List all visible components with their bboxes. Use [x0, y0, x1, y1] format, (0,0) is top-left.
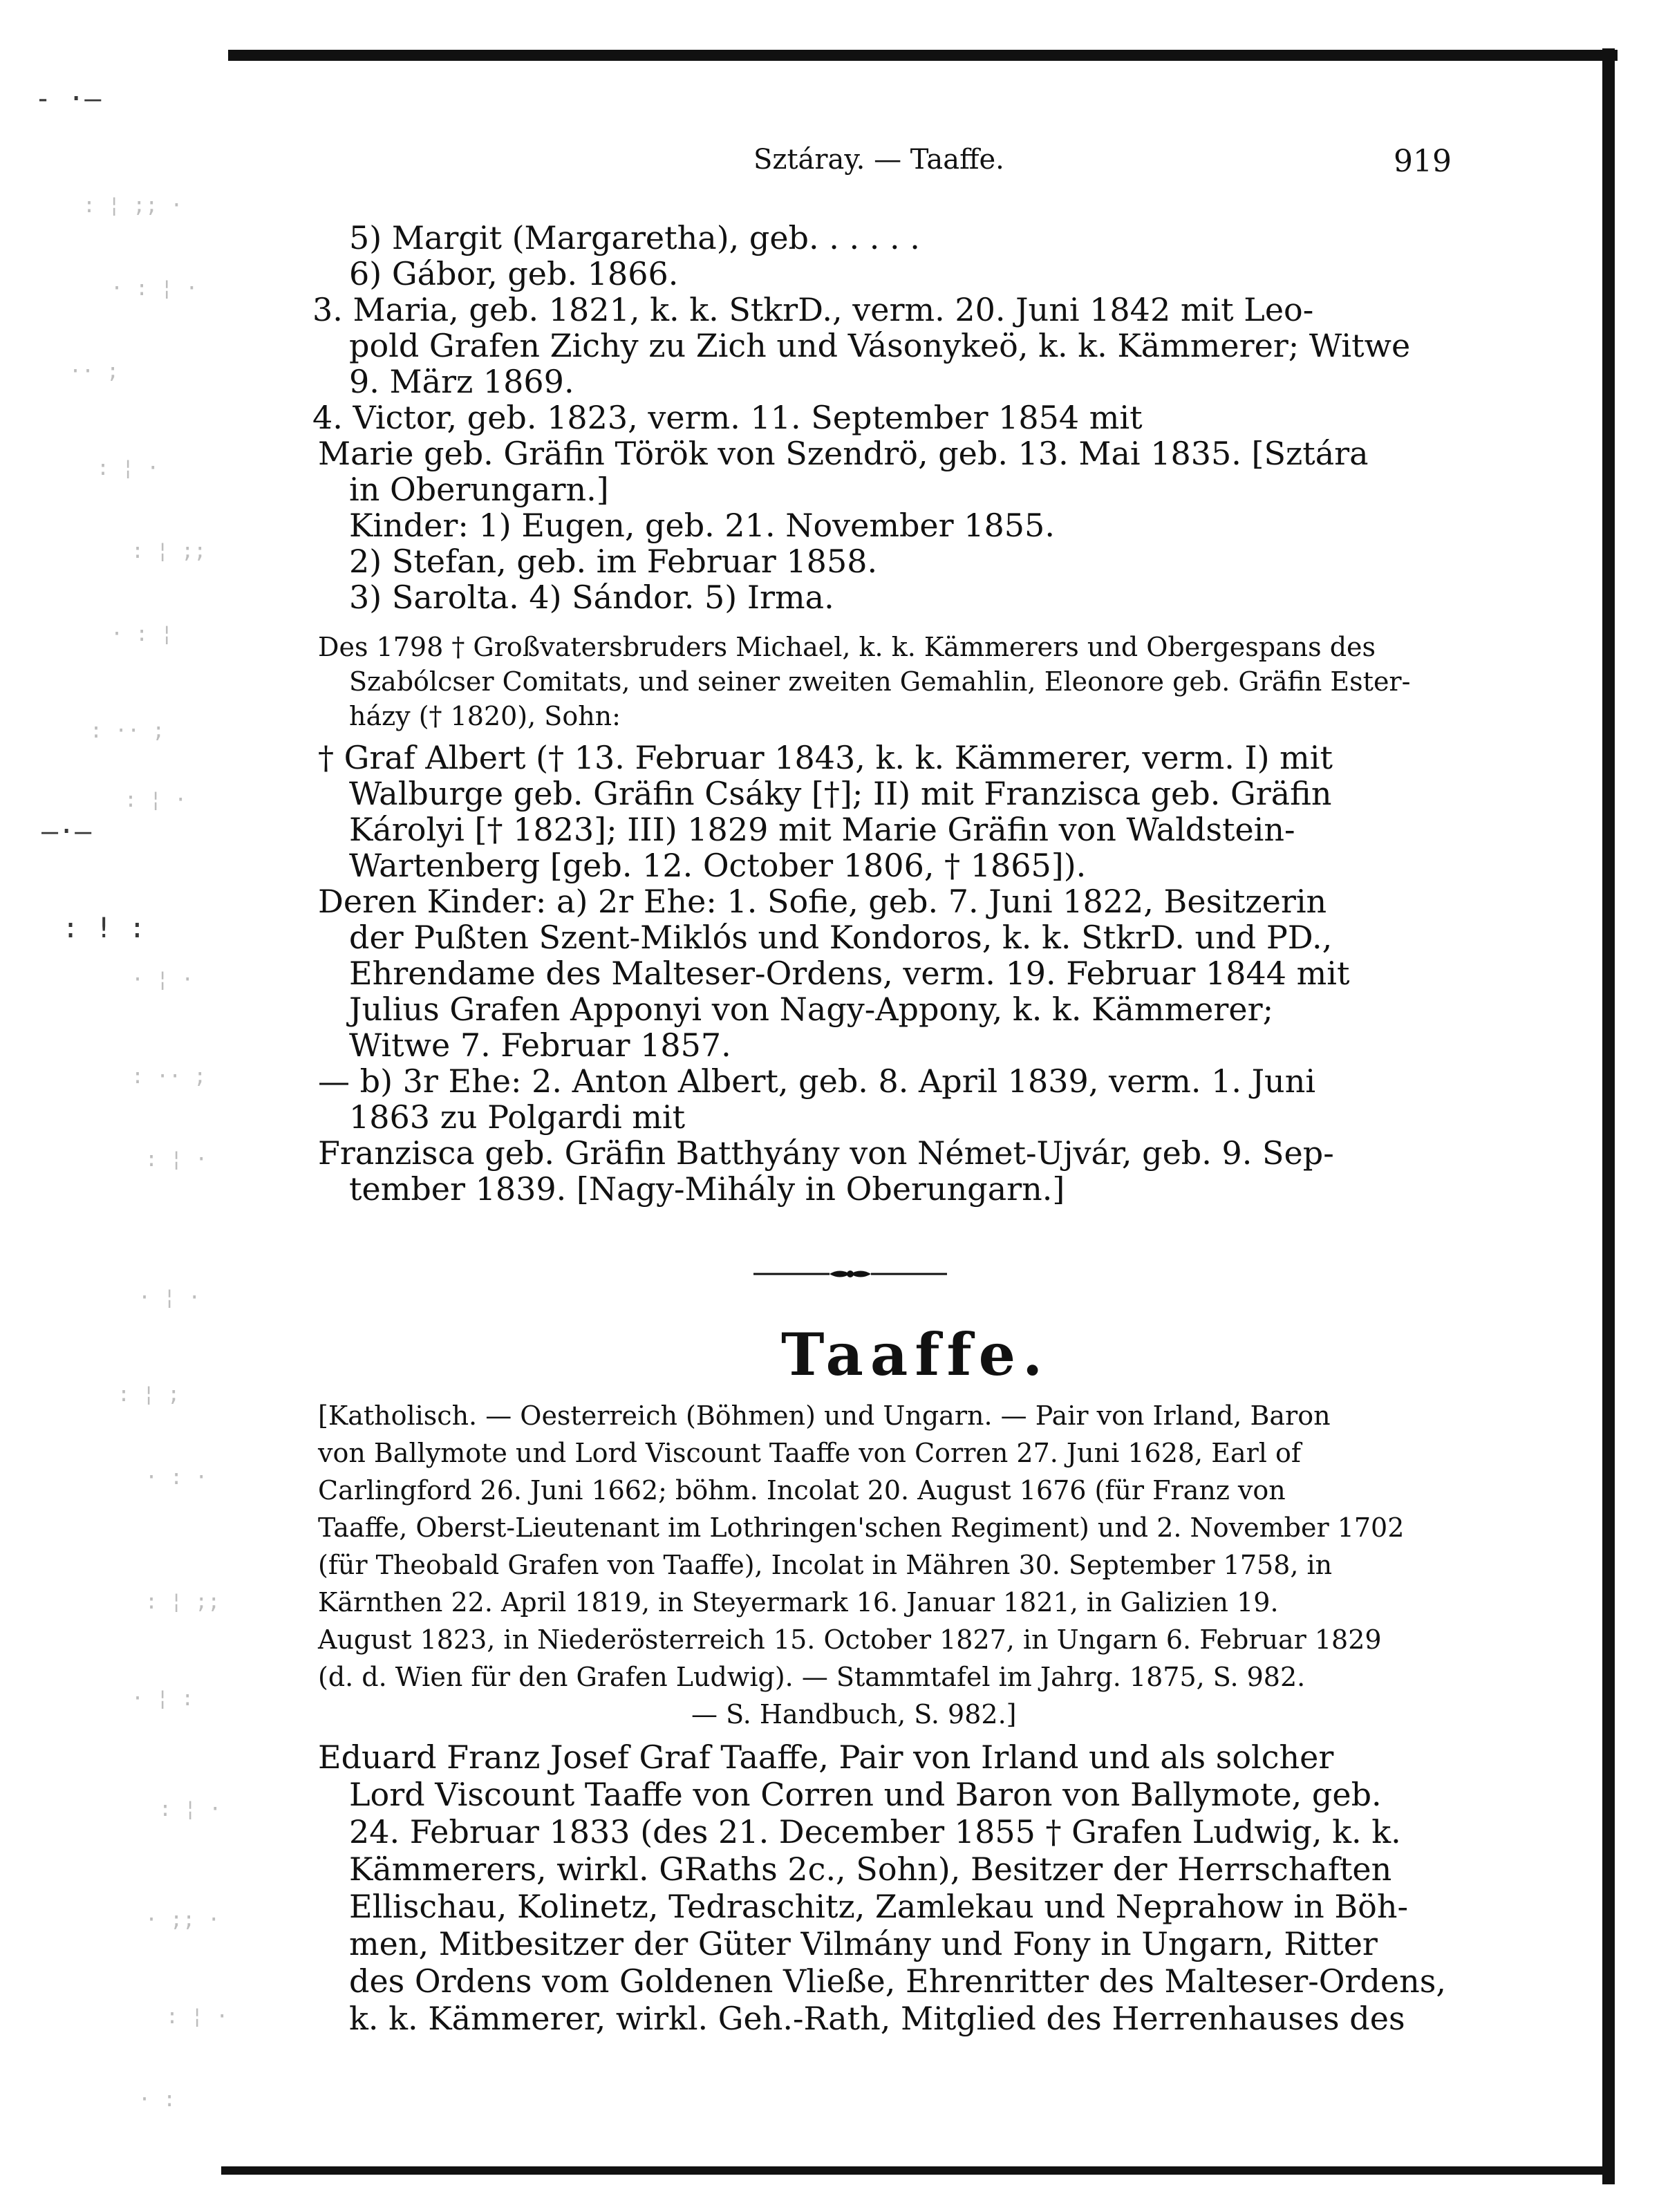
entry-line: in Oberungarn.]	[349, 471, 609, 508]
running-head: Sztáray. — Taaffe.	[753, 144, 1004, 176]
entry-line: 1863 zu Polgardi mit	[349, 1098, 686, 1136]
entry-line: Károlyi [† 1823]; III) 1829 mit Marie Gräfin von Waldstein-	[349, 811, 1295, 848]
entry-line: † Graf Albert († 13. Februar 1843, k. k. Kämmerer, verm. I) mit	[318, 739, 1333, 776]
entry-line: 9. März 1869.	[349, 363, 574, 400]
right-border-rule	[1602, 48, 1615, 2184]
entry-line: Ellischau, Kolinetz, Tedraschitz, Zamlekau und Neprahow in Böh-	[349, 1888, 1409, 1925]
top-border-rule	[228, 50, 1618, 61]
entry-line: Wartenberg [geb. 12. October 1806, † 1865]).	[349, 847, 1087, 884]
entry-line: Ehrendame des Malteser-Ordens, verm. 19. Februar 1844 mit	[349, 955, 1350, 992]
entry-line: Witwe 7. Februar 1857.	[349, 1027, 731, 1064]
entry-line: 3. Maria, geb. 1821, k. k. StkrD., verm. 20. Juni 1842 mit Leo-	[312, 291, 1314, 328]
entry-line: 6) Gábor, geb. 1866.	[349, 255, 679, 292]
note-line: Des 1798 † Großvatersbruders Michael, k. k. Kämmerers und Obergespans des	[318, 632, 1376, 662]
intro-line: Kärnthen 22. April 1819, in Steyermark 16. Januar 1821, in Galizien 19.	[318, 1587, 1279, 1618]
entry-line: Deren Kinder: a) 2r Ehe: 1. Sofie, geb. 7. Juni 1822, Besitzerin	[318, 883, 1327, 920]
intro-line: [Katholisch. — Oesterreich (Böhmen) und Ungarn. — Pair von Irland, Baron	[318, 1400, 1331, 1431]
intro-line: von Ballymote und Lord Viscount Taaffe von Corren 27. Juni 1628, Earl of	[318, 1438, 1301, 1468]
bottom-border-rule	[221, 2166, 1611, 2175]
page-number: 919	[1394, 144, 1452, 179]
entry-line: Kämmerers, wirkl. GRaths 2c., Sohn), Besitzer der Herrschaften	[349, 1850, 1392, 1888]
entry-line: Julius Grafen Apponyi von Nagy-Appony, k. k. Kämmerer;	[349, 991, 1274, 1028]
entry-line: tember 1839. [Nagy-Mihály in Oberungarn.]	[349, 1170, 1065, 1208]
entry-line: k. k. Kämmerer, wirkl. Geh.-Rath, Mitglied des Herrenhauses des	[349, 2000, 1405, 2037]
entry-line: der Pußten Szent-Miklós und Kondoros, k. k. StkrD. und PD.,	[349, 919, 1333, 956]
entry-line: men, Mitbesitzer der Güter Vilmány und Fony in Ungarn, Ritter	[349, 1925, 1378, 1962]
note-line: Szabólcser Comitats, und seiner zweiten Gemahlin, Eleonore geb. Gräfin Ester-	[349, 666, 1411, 697]
intro-line: (für Theobald Grafen von Taaffe), Incolat in Mähren 30. September 1758, in	[318, 1550, 1333, 1580]
facing-page-bleed-through: - ·— : ¦ ;; · · : ¦ · ·· ; : ¦ · : ¦ ;; · : ¦ : ·· ; : ¦ · —·— : ! : · ¦ · : ·· ; : ¦ · · ¦ · : ¦ ; · : · : ¦ ;; · ¦ : : ¦ · · ;; · : ¦ · · :	[35, 83, 229, 2112]
intro-line: — S. Handbuch, S. 982.]	[691, 1699, 1017, 1730]
entry-line: Eduard Franz Josef Graf Taaffe, Pair von Irland und als solcher	[318, 1738, 1334, 1776]
entry-line: Walburge geb. Gräfin Csáky [†]; II) mit Franzisca geb. Gräfin	[349, 775, 1332, 812]
section-title: Taaffe.	[781, 1320, 1050, 1389]
entry-line: 24. Februar 1833 (des 21. December 1855 † Grafen Ludwig, k. k.	[349, 1813, 1401, 1850]
entry-line: des Ordens vom Goldenen Vließe, Ehrenritter des Malteser-Ordens,	[349, 1962, 1446, 2000]
entry-line: 3) Sarolta. 4) Sándor. 5) Irma.	[349, 579, 834, 616]
entry-line: Franzisca geb. Gräfin Batthyány von Német-Ujvár, geb. 9. Sep-	[318, 1134, 1334, 1172]
entry-line: pold Grafen Zichy zu Zich und Vásonykeö, k. k. Kämmerer; Witwe	[349, 327, 1411, 364]
intro-line: Carlingford 26. Juni 1662; böhm. Incolat 20. August 1676 (für Franz von	[318, 1475, 1286, 1506]
intro-line: (d. d. Wien für den Grafen Ludwig). — Stammtafel im Jahrg. 1875, S. 982.	[318, 1662, 1306, 1692]
section-divider-ornament	[753, 1264, 947, 1284]
intro-line: Taaffe, Oberst-Lieutenant im Lothringen'schen Regiment) und 2. November 1702	[318, 1512, 1405, 1543]
entry-line: 5) Margit (Margaretha), geb. . . . . .	[349, 219, 920, 256]
entry-line: Lord Viscount Taaffe von Corren und Baron von Ballymote, geb.	[349, 1776, 1382, 1813]
entry-line: — b) 3r Ehe: 2. Anton Albert, geb. 8. April 1839, verm. 1. Juni	[318, 1062, 1316, 1100]
note-line: házy († 1820), Sohn:	[349, 701, 621, 731]
entry-line: 4. Victor, geb. 1823, verm. 11. September 1854 mit	[312, 399, 1143, 436]
page-header	[753, 144, 1452, 185]
intro-line: August 1823, in Niederösterreich 15. October 1827, in Ungarn 6. Februar 1829	[318, 1624, 1382, 1655]
entry-line: 2) Stefan, geb. im Februar 1858.	[349, 543, 878, 580]
entry-line: Kinder: 1) Eugen, geb. 21. November 1855.	[349, 507, 1055, 544]
entry-line: Marie geb. Gräfin Török von Szendrö, geb. 13. Mai 1835. [Sztára	[318, 435, 1369, 472]
